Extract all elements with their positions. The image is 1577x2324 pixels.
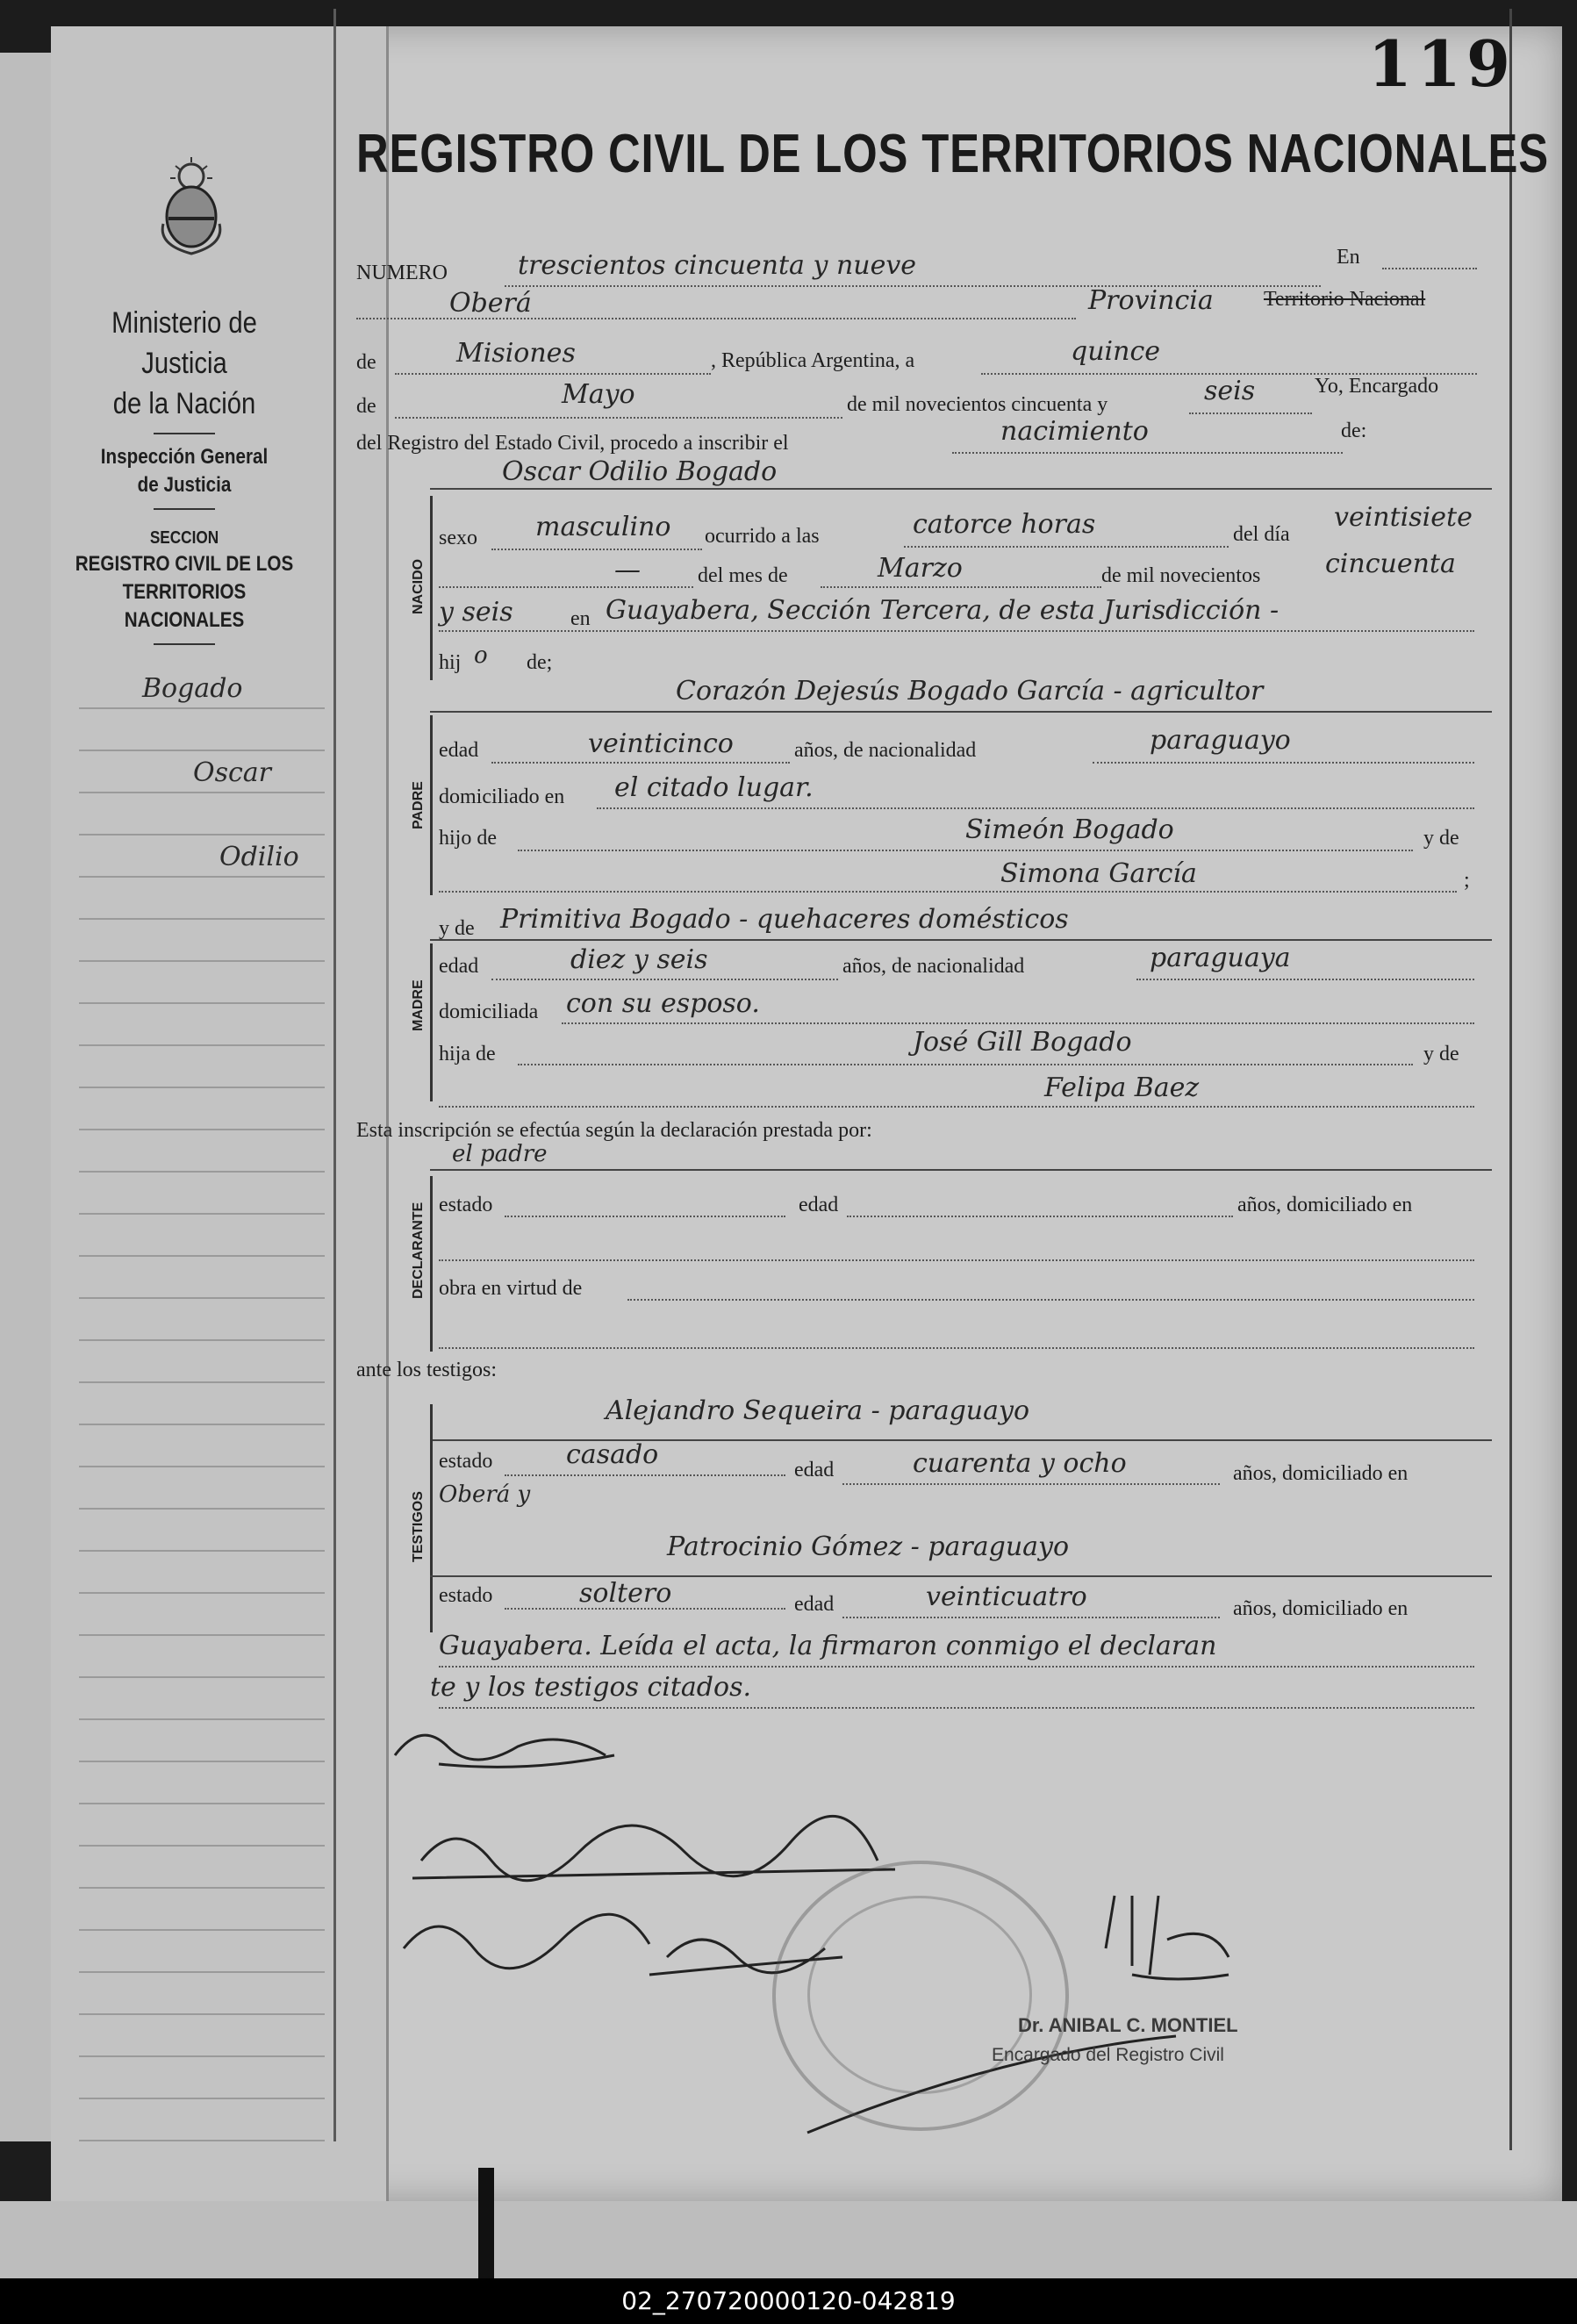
padre-hijo-de: hijo de (439, 827, 497, 850)
page-number: 119 (1367, 26, 1516, 101)
provincia-value: Provincia (1088, 285, 1214, 316)
father-name: Corazón Dejesús Bogado García - agricultor (676, 676, 1264, 707)
next-page-strip (0, 2201, 1577, 2278)
witness-1-name: Alejandro Sequeira - paraguayo (606, 1395, 1030, 1426)
divider (154, 433, 215, 434)
ministry-name: Ministerio de Justicia (111, 306, 257, 380)
witness-1-dom: Oberá y (439, 1481, 531, 1508)
divider (154, 508, 215, 510)
madre-nacionalidad-text: años, de nacionalidad (842, 955, 1025, 978)
right-border (1509, 9, 1512, 2150)
madre-label: MADRE (411, 979, 426, 1031)
province-value: Misiones (456, 338, 576, 369)
en-label-2: en (570, 607, 591, 630)
month-value: Mayo (562, 379, 635, 410)
numero-value: trescientos cincuenta y nueve (518, 250, 917, 281)
sexo-label: sexo (439, 527, 477, 549)
witness-2-dom: Guayabera. Leída el acta, la firmaron conmigo el declaran (439, 1631, 1217, 1661)
ministry-block (53, 303, 316, 654)
signature-declarante (395, 1735, 614, 1767)
de-mil-text: de mil novecientos cincuenta y (847, 393, 1108, 416)
witness-1-estado-label: estado (439, 1450, 493, 1473)
padre-label: PADRE (411, 781, 426, 829)
padre-dom-label: domiciliado en (439, 785, 565, 808)
de-semicolon: de; (527, 651, 553, 674)
witness-2-edad-label: edad (794, 1593, 835, 1616)
book-spine-left (0, 53, 54, 2141)
sexo-value: masculino (535, 512, 671, 542)
yo-text: Yo, Encargado (1315, 375, 1439, 398)
anio-value: cincuenta (1325, 549, 1456, 579)
anio-value-2: y seis (439, 597, 513, 628)
ocurrido-text: ocurrido a las (705, 525, 820, 548)
witness-1-edad-label: edad (794, 1459, 835, 1481)
inspection-name: Inspección General (100, 445, 269, 469)
hora-value: catorce horas (913, 509, 1096, 540)
lugar-value: Guayabera, Sección Tercera, de esta Jurisdicción - (606, 595, 1280, 626)
madre-edad-label: edad (439, 955, 479, 978)
inspection-name-2: de Justicia (137, 473, 232, 497)
madre-y-de: y de (439, 917, 475, 940)
image-id-footer: 02_270720000120-042819 (0, 2278, 1577, 2324)
madre-mother: Felipa Baez (1044, 1072, 1200, 1103)
day-value: quince (1071, 336, 1160, 367)
numero-label: NUMERO (356, 262, 448, 284)
madre-nac-value: paraguaya (1150, 943, 1291, 973)
testigos-intro: ante los testigos: (356, 1359, 497, 1381)
nacido-label: NACIDO (411, 558, 426, 614)
declarante-label: DECLARANTE (411, 1201, 426, 1299)
registro-text: del Registro del Estado Civil, procedo a inscribir el (356, 432, 789, 455)
dia-value: veintisiete (1334, 502, 1473, 533)
section-label: SECCION (149, 528, 219, 548)
de3-label: de: (1341, 420, 1367, 442)
signature-witness-1 (412, 1816, 895, 1880)
del-mes-text: del mes de (698, 564, 788, 587)
padre-mother: Simona García (1000, 858, 1197, 889)
witness-1-anos-dom: años, domiciliado en (1233, 1462, 1409, 1485)
padre-dom-value: el citado lugar. (614, 772, 814, 803)
margin-lines (79, 667, 325, 2141)
witness-2-dom-cont: te y los testigos citados. (430, 1672, 752, 1703)
margin-surname: Bogado (142, 673, 243, 704)
child-name: Oscar Odilio Bogado (502, 456, 778, 487)
padre-nacionalidad-text: años, de nacionalidad (794, 739, 977, 762)
official-title: Encargado del Registro Civil (992, 2045, 1224, 2065)
witness-2-edad: veinticuatro (926, 1582, 1087, 1612)
de-label: de (356, 351, 376, 374)
declarante-obra-label: obra en virtud de (439, 1277, 583, 1300)
padre-father: Simeón Bogado (965, 814, 1174, 845)
republica-text: , República Argentina, a (711, 349, 915, 372)
witness-2-anos-dom: años, domiciliado en (1233, 1597, 1409, 1620)
witness-1-estado: casado (566, 1439, 659, 1470)
margin-first-name: Oscar (193, 757, 272, 788)
del-dia-text: del día (1233, 523, 1290, 546)
margin-divider (333, 9, 336, 2141)
madre-edad-value: diez y seis (570, 944, 708, 975)
padre-semicolon: ; (1464, 869, 1470, 892)
madre-y-de-2: y de (1423, 1043, 1459, 1065)
year-value: seis (1204, 376, 1256, 406)
section-name-2: TERRITORIOS NACIONALES (122, 580, 247, 632)
signature-official (1106, 1896, 1229, 1979)
mother-name: Primitiva Bogado - quehaceres domésticos (500, 904, 1069, 935)
act-value: nacimiento (1000, 416, 1149, 447)
padre-y-de: y de (1423, 827, 1459, 850)
madre-dom-value: con su esposo. (566, 988, 760, 1019)
mes-value: Marzo (878, 553, 963, 584)
section-name: REGISTRO CIVIL DE LOS (75, 552, 294, 576)
de2-label: de (356, 395, 376, 418)
witness-2-estado: soltero (579, 1578, 672, 1609)
hijo-label: hij (439, 651, 462, 674)
testigos-label: TESTIGOS (411, 1491, 426, 1562)
place-value: Oberá (449, 288, 532, 319)
witness-1-edad: cuarenta y ocho (913, 1448, 1127, 1479)
ministry-name-2: de la Nación (112, 387, 256, 420)
margin-second-name: Odilio (219, 842, 299, 872)
dash-value: — (614, 555, 641, 585)
hijo-value: o (474, 642, 488, 669)
de-mil-text-2: de mil novecientos (1101, 564, 1261, 587)
declarante-edad-label: edad (799, 1194, 839, 1216)
declarante-intro: Esta inscripción se efectúa según la declaración prestada por: (356, 1119, 872, 1142)
declarante-anos-dom: años, domiciliado en (1237, 1194, 1413, 1216)
padre-edad-label: edad (439, 739, 479, 762)
padre-edad-value: veinticinco (588, 728, 734, 759)
witness-2-name: Patrocinio Gómez - paraguayo (667, 1531, 1070, 1562)
madre-dom-label: domiciliada (439, 1001, 539, 1023)
official-name: Dr. ANIBAL C. MONTIEL (1018, 2014, 1238, 2036)
madre-hija-de: hija de (439, 1043, 496, 1065)
padre-nac-value: paraguayo (1150, 725, 1291, 756)
coat-of-arms-icon (156, 154, 226, 257)
territorio-struck: Territorio Nacional (1264, 288, 1426, 311)
divider (154, 643, 215, 645)
document-title: REGISTRO CIVIL DE LOS TERRITORIOS NACIONALES (356, 124, 1549, 184)
declarante-estado-label: estado (439, 1194, 493, 1216)
madre-father: José Gill Bogado (913, 1027, 1132, 1058)
page-gap (478, 2168, 494, 2282)
en-label: En (1337, 246, 1360, 269)
witness-2-estado-label: estado (439, 1584, 493, 1607)
declarante-by: el padre (452, 1141, 548, 1167)
